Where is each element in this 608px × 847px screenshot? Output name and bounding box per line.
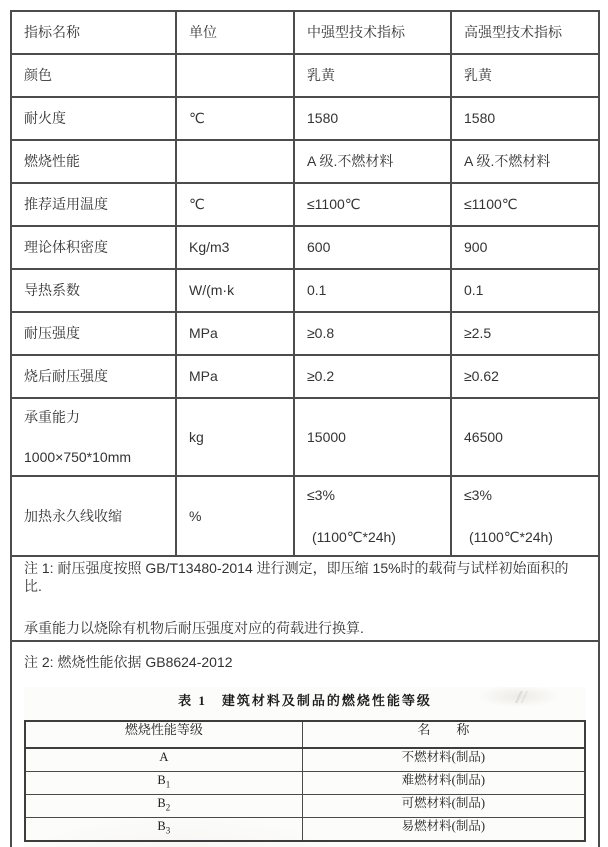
grade-letter: B: [157, 818, 166, 833]
cell-high-value: ≥0.62: [451, 355, 599, 398]
table-row-shrinkage: [11, 476, 599, 556]
table-row: [11, 226, 599, 269]
high-value-line-1: ≤3%: [464, 486, 492, 503]
scan-artifact: [508, 691, 534, 703]
cell-unit: kg: [176, 398, 294, 476]
cell-high-value: 1580: [451, 97, 599, 140]
cell-unit: %: [176, 476, 294, 556]
gb-grade: [25, 794, 302, 817]
cell-mid-value: 600: [294, 226, 451, 269]
cell-high-value: 0.1: [451, 269, 599, 312]
cell-mid-value: ≤1100℃: [294, 183, 451, 226]
cell-mid-value: [294, 476, 451, 556]
cell-unit: MPa: [176, 355, 294, 398]
cell-indicator: 导热系数: [11, 269, 176, 312]
mid-value-line-2: (1100℃*24h): [312, 529, 396, 545]
embedded-table-title: 表 1 建筑材料及制品的燃烧性能等级: [178, 692, 432, 708]
cell-indicator: 耐火度: [11, 97, 176, 140]
cell-mid-value: 15000: [294, 398, 451, 476]
cell-unit: Kg/m3: [176, 226, 294, 269]
gb-row: [25, 748, 585, 772]
note1-line-2: 承重能力以烧除有机物后耐压强度对应的荷载进行换算.: [24, 620, 364, 637]
note1-line-1: 注 1: 耐压强度按照 GB/T13480-2014 进行测定，即压缩 15%时的载荷与试样初始面积的比.: [24, 560, 569, 595]
gb-name: 难燃材料(制品): [302, 771, 585, 794]
cell-high-value: ≥2.5: [451, 312, 599, 355]
table-row: [11, 54, 599, 97]
grade-subscript: 2: [165, 802, 171, 813]
grade-subscript: 1: [165, 779, 171, 790]
cell-unit: W/(m·k: [176, 269, 294, 312]
col-header-unit: 单位: [176, 11, 294, 54]
table-row: [11, 140, 599, 183]
cell-indicator: 推荐适用温度: [11, 183, 176, 226]
table-row: [11, 183, 599, 226]
cell-high-value: A 级.不燃材料: [451, 140, 599, 183]
header-row: [11, 11, 599, 54]
cell-high-value: 乳黄: [451, 54, 599, 97]
note1-cell: [11, 556, 599, 641]
cell-mid-value: 0.1: [294, 269, 451, 312]
cell-mid-value: ≥0.8: [294, 312, 451, 355]
note1-row: [11, 556, 599, 641]
high-value-line-2: (1100℃*24h): [469, 529, 553, 545]
gb-name: 可燃材料(制品): [302, 794, 585, 817]
cell-indicator: 颜色: [11, 54, 176, 97]
mid-value-line-1: ≤3%: [307, 486, 335, 503]
gb-name: 易燃材料(制品): [302, 817, 585, 841]
col-header-high: 高强型技术指标: [451, 11, 599, 54]
cell-indicator: 燃烧性能: [11, 140, 176, 183]
table-row: [11, 312, 599, 355]
gb-row: [25, 771, 585, 794]
table-row-load-capacity: [11, 398, 599, 476]
gb-header-row: [25, 721, 585, 748]
cell-mid-value: 乳黄: [294, 54, 451, 97]
spec-table: [10, 10, 600, 847]
indicator-line-2: 1000×750*10mm: [24, 449, 132, 465]
gb-name: 不燃材料(制品): [302, 748, 585, 772]
cell-unit: MPa: [176, 312, 294, 355]
cell-unit: [176, 54, 294, 97]
gb-grade: [25, 771, 302, 794]
grade-subscript: 3: [165, 825, 171, 836]
note2-cell: [11, 641, 599, 847]
cell-high-value: 900: [451, 226, 599, 269]
cell-indicator: 加热永久线收缩: [11, 476, 176, 556]
indicator-line-1: 承重能力: [24, 408, 80, 425]
gb-row: [25, 794, 585, 817]
table-row: [11, 97, 599, 140]
cell-indicator: 耐压强度: [11, 312, 176, 355]
cell-mid-value: A 级.不燃材料: [294, 140, 451, 183]
gb-row: [25, 817, 585, 841]
cell-mid-value: ≥0.2: [294, 355, 451, 398]
cell-unit: [176, 140, 294, 183]
embedded-scan-image: [24, 687, 586, 847]
grade-letter: B: [157, 772, 166, 787]
cell-high-value: [451, 476, 599, 556]
cell-high-value: ≤1100℃: [451, 183, 599, 226]
gb-col-header-grade: 燃烧性能等级: [25, 721, 302, 748]
cell-indicator: 理论体积密度: [11, 226, 176, 269]
note2-row: [11, 641, 599, 847]
cell-indicator: [11, 398, 176, 476]
table-row: [11, 355, 599, 398]
grade-letter: A: [159, 749, 169, 764]
table-row: [11, 269, 599, 312]
grade-letter: B: [157, 795, 166, 810]
note2-text: 注 2: 燃烧性能依据 GB8624-2012: [24, 653, 233, 670]
cell-unit: ℃: [176, 183, 294, 226]
combustion-grade-table: [24, 720, 586, 842]
gb-grade: [25, 817, 302, 841]
gb-col-header-name: 名 称: [302, 721, 585, 748]
cell-unit: ℃: [176, 97, 294, 140]
cell-indicator: 烧后耐压强度: [11, 355, 176, 398]
cell-mid-value: 1580: [294, 97, 451, 140]
gb-grade: [25, 748, 302, 772]
col-header-indicator: 指标名称: [11, 11, 176, 54]
col-header-mid: 中强型技术指标: [294, 11, 451, 54]
cell-high-value: 46500: [451, 398, 599, 476]
